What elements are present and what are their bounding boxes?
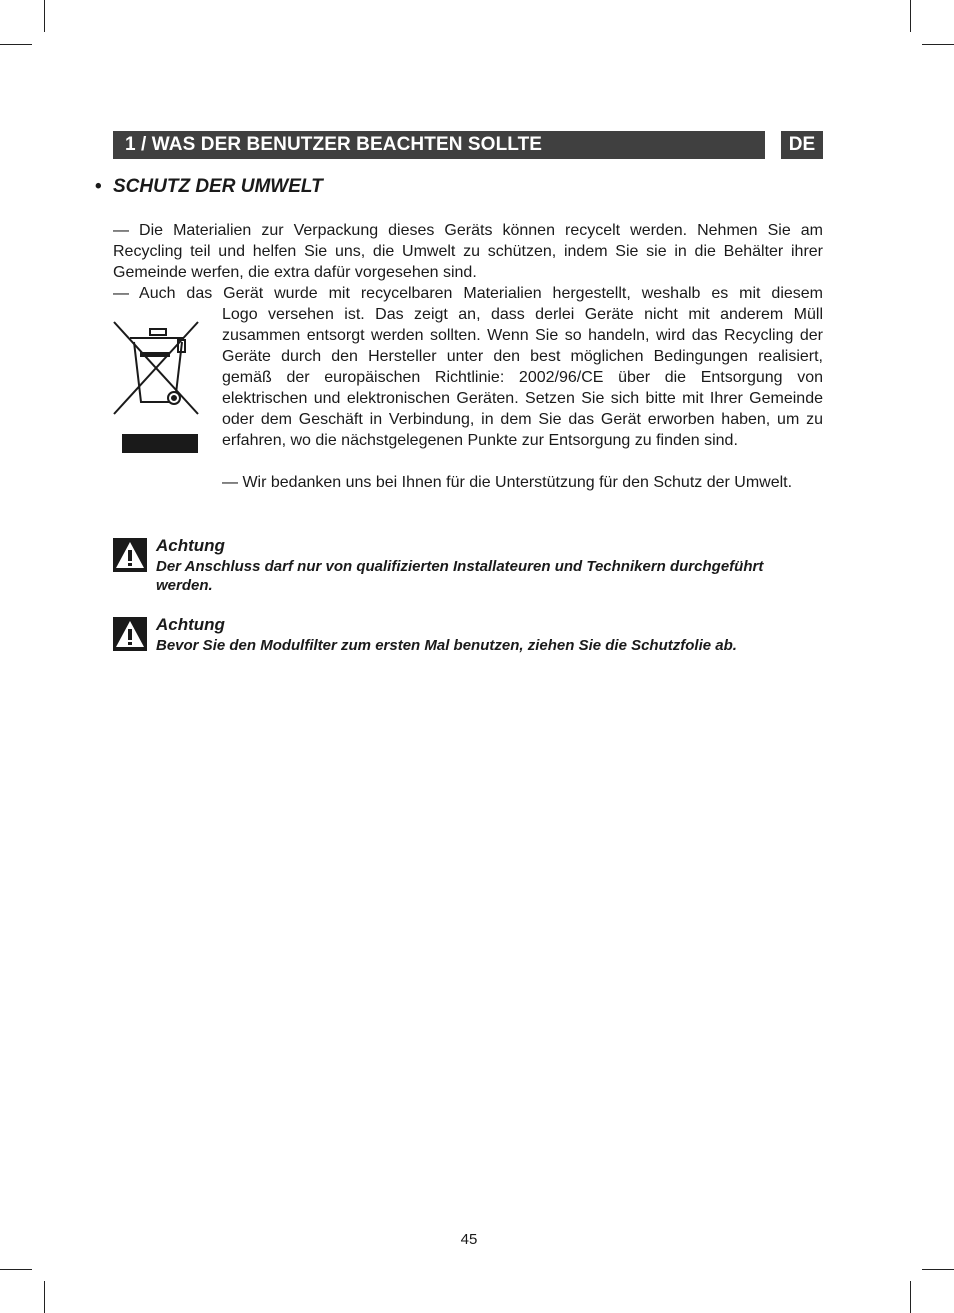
language-badge: DE <box>781 131 823 159</box>
crop-mark <box>910 0 911 32</box>
warning-triangle-icon <box>113 617 147 651</box>
thanks-paragraph: — Wir bedanken uns bei Ihnen für die Unterstützung für den Schutz der Umwelt. <box>222 474 793 491</box>
crop-mark <box>922 1269 954 1270</box>
appliance-paragraph-lead: — Auch das Gerät wurde mit recycelbaren Materialien hergestellt, weshalb es mit diesem <box>113 285 823 302</box>
crop-mark <box>910 1281 911 1313</box>
crop-mark <box>44 0 45 32</box>
section-title-text: SCHUTZ DER UMWELT <box>113 176 323 197</box>
warning-title: Achtung <box>156 615 225 634</box>
crossed-out-wheelie-bin-icon <box>112 318 200 456</box>
section-header: 1 / WAS DER BENUTZER BEACHTEN SOLLTE <box>113 131 765 159</box>
page-number: 45 <box>460 1231 478 1248</box>
warning-title: Achtung <box>156 536 225 555</box>
crop-mark <box>0 44 32 45</box>
bullet: • <box>95 176 102 197</box>
appliance-paragraph-body: Logo versehen ist. Das zeigt an, dass derlei Geräte nicht mit anderem Müll zusammen entsorgt werden sollten. Wenn Sie so handeln, wird das Recycling der Geräte durch den Hersteller unter den best möglichen Bedingungen realisiert, gemäß der europäischen Richtlinie: 2002/96/CE über die Entsorgung von elektrischen und elektronischen Geräten. Setzen Sie sich bitte mit Ihrer Gemeinde oder dem Geschäft in Verbindung, in dem Sie das Gerät erworben haben, um zu erfahren, wo die nächstgelegenen Punkte zur Entsorgung zu finden sind. <box>222 306 823 449</box>
crop-mark <box>44 1281 45 1313</box>
section-title <box>95 175 323 199</box>
crop-mark <box>922 44 954 45</box>
warning-text: Bevor Sie den Modulfilter zum ersten Mal benutzen, ziehen Sie die Schutzfolie ab. <box>156 637 737 654</box>
packaging-paragraph: — Die Materialien zur Verpackung dieses Geräts können recycelt werden. Nehmen Sie am Recycling teil und helfen Sie uns, die Umwelt zu schützen, indem Sie sie in die Behälter ihrer Gemeinde werfen, die extra dafür vorgesehen sind. <box>113 222 823 281</box>
warning-text: Der Anschluss darf nur von qualifizierten Installateuren und Technikern durchgeführt werden. <box>156 558 764 594</box>
warning-triangle-icon <box>113 538 147 572</box>
crop-mark <box>0 1269 32 1270</box>
